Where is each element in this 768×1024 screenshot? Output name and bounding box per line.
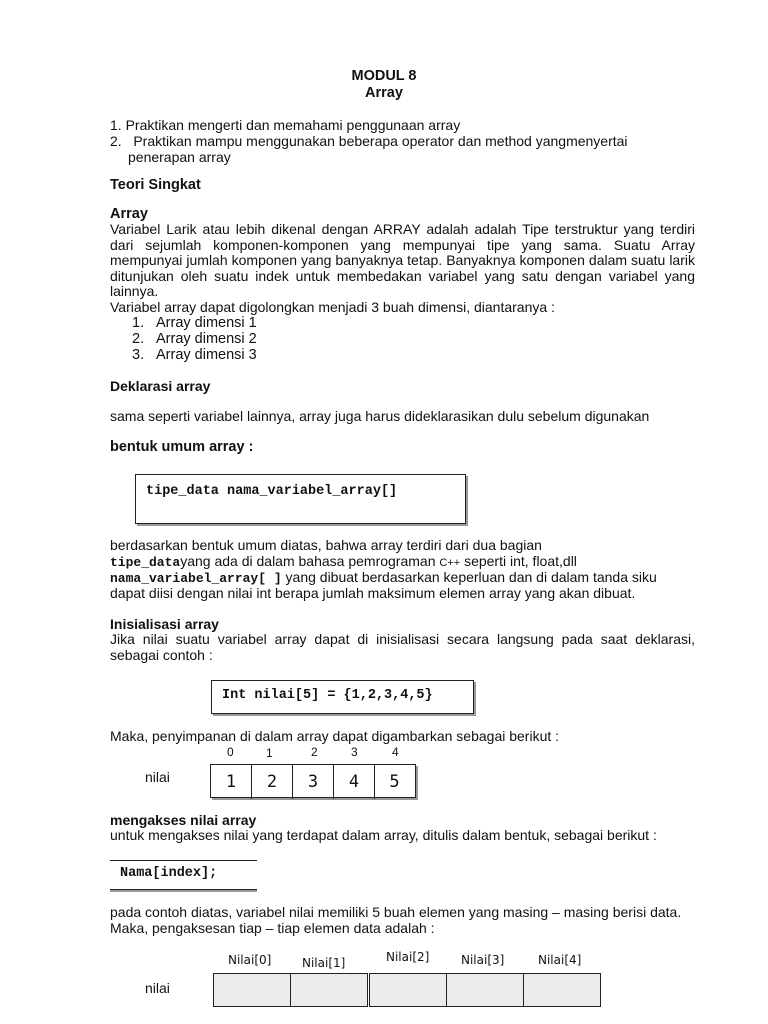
- list-item: 1. Array dimensi 1: [132, 315, 257, 331]
- bentuk-expl-line2: tipe_datayang ada di dalam bahasa pemrograman C++ seperti int, float,dll: [110, 553, 577, 570]
- inisialisasi-text: Jika nilai suatu variabel array dapat di inisialisasi secara langsung pada saat deklarasi, sebagai contoh :: [110, 631, 695, 663]
- array-cell: 3: [293, 765, 334, 799]
- akses-heading: mengakses nilai array: [110, 812, 257, 828]
- element-cell: [523, 973, 601, 1007]
- code-box-inisialisasi: [211, 680, 474, 714]
- element-label: Nilai[0]: [228, 953, 272, 967]
- element-cell: [446, 973, 524, 1007]
- code-inisialisasi: Int nilai[5] = {1,2,3,4,5}: [222, 688, 433, 703]
- element-label: Nilai[1]: [302, 956, 346, 970]
- element-row-label: nilai: [145, 980, 170, 996]
- module-topic: Array: [365, 85, 403, 101]
- akses-para2: Maka, pengaksesan tiap – tiap elemen data adalah :: [110, 920, 435, 936]
- element-cell: [213, 973, 291, 1007]
- element-cell: [369, 973, 447, 1007]
- element-label: Nilai[4]: [538, 953, 582, 967]
- bentuk-umum-heading: bentuk umum array :: [110, 439, 254, 455]
- array-diagram: [210, 764, 416, 798]
- array-index: 3: [351, 745, 358, 759]
- array-heading: Array: [110, 206, 148, 222]
- module-title: MODUL 8: [351, 68, 417, 84]
- element-diagram: [213, 973, 601, 1007]
- array-index: 1: [266, 746, 273, 760]
- section-teori-heading: Teori Singkat: [110, 177, 201, 193]
- akses-para1: pada contoh diatas, variabel nilai memiliki 5 buah elemen yang masing – masing berisi data.: [110, 904, 682, 920]
- array-index: 0: [227, 745, 234, 759]
- array-cell: 2: [252, 765, 293, 799]
- storage-text: Maka, penyimpanan di dalam array dapat digambarkan sebagai berikut :: [110, 728, 560, 744]
- bentuk-expl-line1: berdasarkan bentuk umum diatas, bahwa array terdiri dari dua bagian: [110, 537, 542, 553]
- objective-1: 1. Praktikan mengerti dan memahami penggunaan array: [110, 117, 461, 133]
- code-bentuk-umum: tipe_data nama_variabel_array[]: [146, 484, 398, 499]
- array-cell: 1: [211, 765, 252, 799]
- list-item: 3. Array dimensi 3: [132, 347, 257, 363]
- inisialisasi-heading: Inisialisasi array: [110, 616, 219, 632]
- list-item: 2. Array dimensi 2: [132, 331, 257, 347]
- dimensi-intro: Variabel array dapat digolongkan menjadi 3 buah dimensi, diantaranya :: [110, 299, 555, 315]
- deklarasi-heading: Deklarasi array: [110, 378, 211, 394]
- element-cell: [290, 973, 368, 1007]
- element-label: Nilai[2]: [386, 950, 430, 964]
- array-cell: 4: [334, 765, 375, 799]
- objective-2-cont: penerapan array: [128, 149, 231, 165]
- code-akses: Nama[index];: [120, 866, 218, 881]
- code-box-akses: [110, 860, 257, 890]
- deklarasi-text: sama seperti variabel lainnya, array juga harus dideklarasikan dulu sebelum digunakan: [110, 408, 650, 424]
- bentuk-expl-line4: dapat diisi dengan nilai int berapa jumlah maksimum elemen array yang akan dibuat.: [110, 585, 636, 601]
- akses-text: untuk mengakses nilai yang terdapat dalam array, ditulis dalam bentuk, sebagai berikut :: [110, 827, 657, 843]
- array-cell: 5: [389, 772, 400, 792]
- array-paragraph: Variabel Larik atau lebih dikenal dengan ARRAY adalah adalah Tipe terstruktur yang terdiri dari sejumlah komponen-komponen yang mempunyai tipe yang sama. Suatu Array mempunyai jumlah komponen yang banyaknya tetap. Banyaknya komponen dalam suatu larik ditunjukan oleh suatu indek untuk membedakan variabel yang satu dengan variabel yang lainnya.: [110, 221, 695, 299]
- array-label: nilai: [145, 769, 170, 785]
- element-label: Nilai[3]: [461, 953, 505, 967]
- bentuk-expl-line3: nama_variabel_array[ ] yang dibuat berdasarkan keperluan dan di dalam tanda siku: [110, 569, 657, 586]
- array-index: 2: [311, 745, 318, 759]
- code-box-bentuk-umum: [135, 474, 466, 524]
- dimensi-list: [132, 315, 257, 363]
- array-index: 4: [392, 745, 399, 759]
- objective-2: 2. Praktikan mampu menggunakan beberapa operator dan method yangmenyertai: [110, 133, 628, 149]
